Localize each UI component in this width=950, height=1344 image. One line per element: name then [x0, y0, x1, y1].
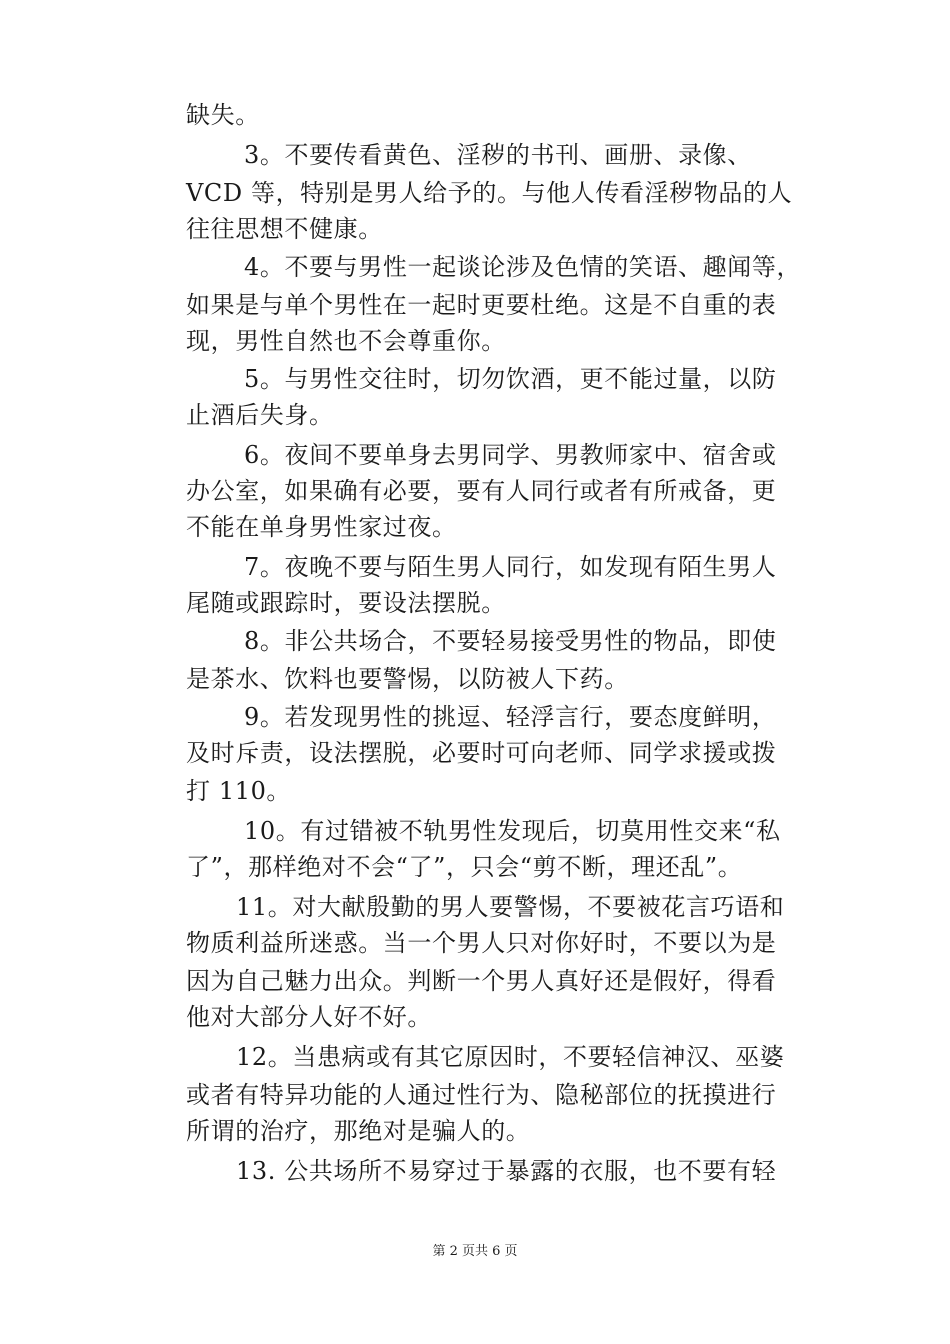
text-line: 11。对大献殷勤的男人要警惕，不要被花言巧语和: [236, 893, 785, 921]
text-line: 缺失。: [186, 101, 260, 129]
text-line: 办公室，如果确有必要，要有人同行或者有所戒备，更: [186, 477, 777, 505]
text-line: 尾随或跟踪时，要设法摆脱。: [186, 589, 506, 617]
text-line: 13. 公共场所不易穿过于暴露的衣服，也不要有轻: [236, 1157, 777, 1185]
text-line: 所谓的治疗，那绝对是骗人的。: [186, 1117, 531, 1145]
text-line: 了”，那样绝对不会“了”，只会“剪不断，理还乱”。: [186, 853, 743, 881]
text-line: 或者有特异功能的人通过性行为、隐秘部位的抚摸进行: [186, 1081, 777, 1109]
text-line: VCD 等，特别是男人给予的。与他人传看淫秽物品的人: [186, 179, 793, 207]
text-line: 6。夜间不要单身去男同学、男教师家中、宿舍或: [244, 441, 777, 469]
text-line: 不能在单身男性家过夜。: [186, 513, 457, 541]
text-line: 往往思想不健康。: [186, 215, 383, 243]
text-line: 因为自己魅力出众。判断一个男人真好还是假好，得看: [186, 967, 777, 995]
text-line: 及时斥责，设法摆脱，必要时可向老师、同学求援或拨: [186, 739, 777, 767]
text-line: 9。若发现男性的挑逗、轻浮言行，要态度鲜明，: [244, 703, 777, 731]
text-line: 7。夜晚不要与陌生男人同行，如发现有陌生男人: [244, 553, 777, 581]
text-line: 4。不要与男性一起谈论涉及色情的笑语、趣闻等，: [244, 253, 802, 281]
text-line: 如果是与单个男性在一起时更要杜绝。这是不自重的表: [186, 291, 777, 319]
text-line: 5。与男性交往时，切勿饮酒，更不能过量，以防: [244, 365, 777, 393]
text-line: 止酒后失身。: [186, 401, 334, 429]
text-line: 打 110。: [186, 777, 292, 805]
page-footer: 第 2 页共 6 页: [432, 1244, 518, 1259]
text-line: 物质利益所迷惑。当一个男人只对你好时，不要以为是: [186, 929, 777, 957]
text-line: 他对大部分人好不好。: [186, 1003, 432, 1031]
text-line: 8。非公共场合，不要轻易接受男性的物品，即使: [244, 627, 777, 655]
text-line: 12。当患病或有其它原因时，不要轻信神汉、巫婆: [236, 1043, 785, 1071]
text-line: 是茶水、饮料也要警惕，以防被人下药。: [186, 665, 629, 693]
text-line: 现，男性自然也不会尊重你。: [186, 327, 506, 355]
text-line: 3。不要传看黄色、淫秽的书刊、画册、录像、: [244, 141, 752, 169]
text-line: 10。有过错被不轨男性发现后，切莫用性交来“私: [244, 817, 781, 845]
